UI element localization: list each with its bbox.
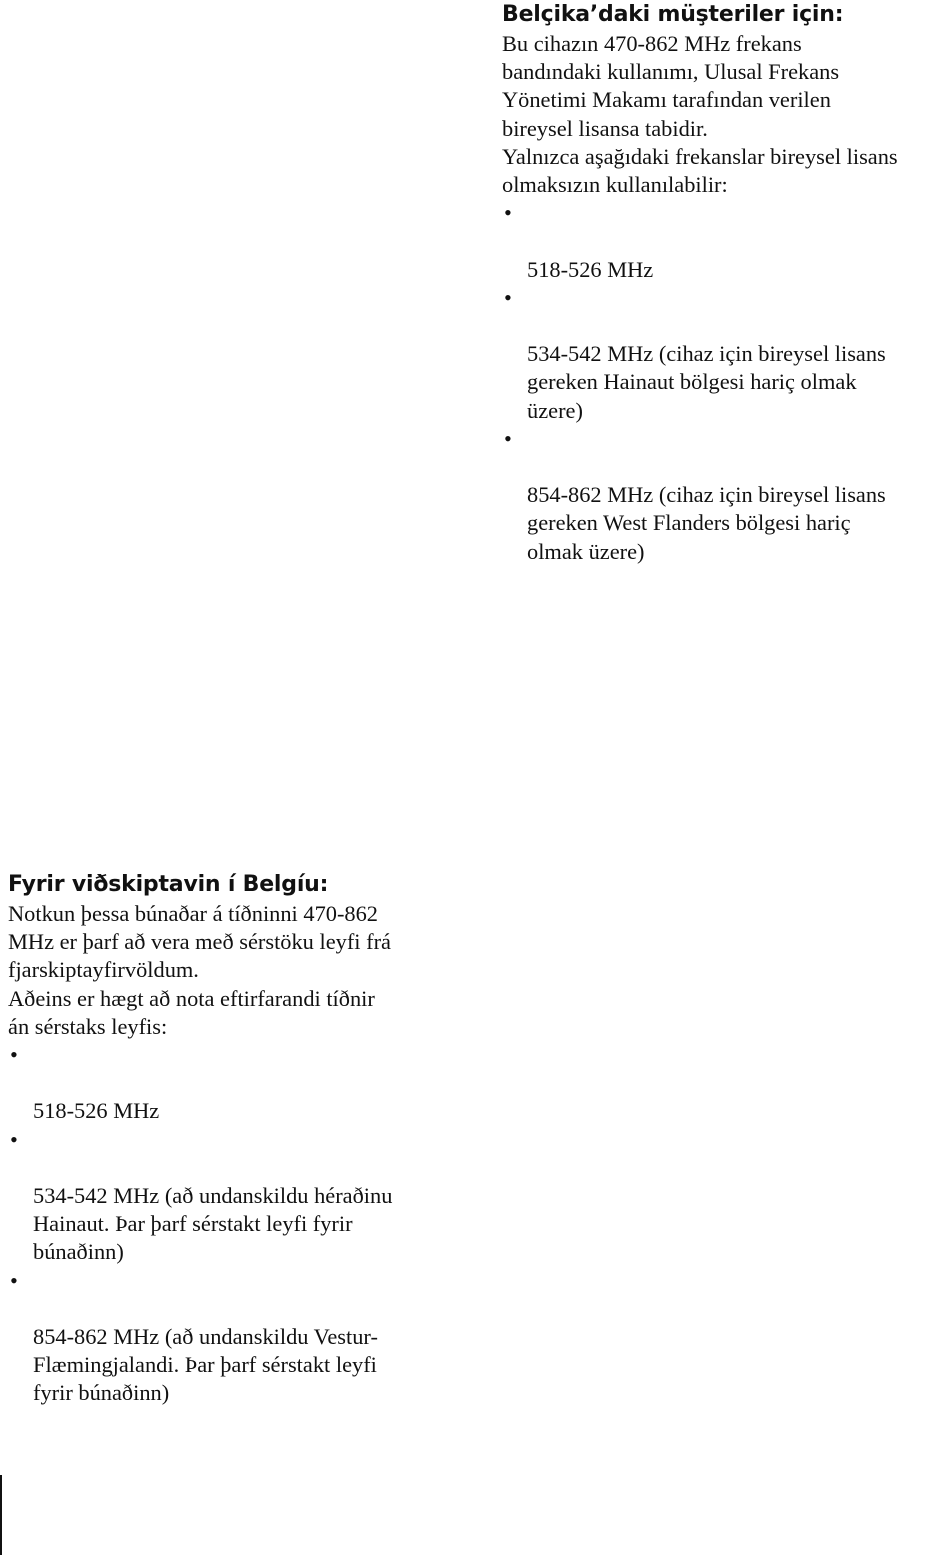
turkish-heading: Belçika’daki müşteriler için: [502,2,844,27]
icelandic-frequency-list [8,1041,448,1408]
list-item-text: 854-862 MHz (að undanskildu Vestur- Flæmingjalandi. Þar þarf sérstakt leyfi fyrir búnaðinn) [33,1324,378,1406]
list-item-text: 534-542 MHz (cihaz için bireysel lisans gereken Hainaut bölgesi hariç olmak üzere) [527,341,886,423]
turkish-belgium-notice [502,0,941,566]
icelandic-heading: Fyrir viðskiptavin í Belgíu: [8,872,329,897]
bullet-icon: • [504,425,512,451]
bullet-icon: • [504,284,512,310]
bullet-icon: • [10,1042,18,1068]
icelandic-paragraph-exempt: Aðeins er hægt að nota eftirfarandi tíðnir án sérstaks leyfis: [8,985,375,1039]
turkish-paragraph-exempt: Yalnızca aşağıdaki frekanslar bireysel lisans olmaksızın kullanılabilir: [502,143,898,198]
bullet-icon: • [10,1267,18,1293]
list-item [502,425,941,566]
list-item-text: 854-862 MHz (cihaz için bireysel lisans gereken West Flanders bölgesi hariç olmak üzere) [527,482,886,564]
bullet-icon: • [10,1126,18,1152]
list-item-text: 534-542 MHz (að undanskildu héraðinu Hainaut. Þar þarf sérstakt leyfi fyrir búnaðinn) [33,1183,393,1265]
page-edge-rule [0,1475,2,1555]
icelandic-paragraph-license: Notkun þessa búnaðar á tíðninni 470-862 MHz er þarf að vera með sérstöku leyfi frá fjarskiptayfirvöldum. [8,901,391,983]
bullet-icon: • [504,200,512,226]
turkish-paragraph-license: Bu cihazın 470-862 MHz frekans bandındaki kullanımı, Ulusal Frekans Yönetimi Makamı tarafından verilen bireysel lisansa tabidir. [502,31,840,141]
list-item [8,1267,448,1408]
list-item-text: 518-526 MHz [33,1098,160,1124]
turkish-frequency-list [502,199,941,566]
list-item [502,199,941,284]
list-item [8,1126,448,1267]
list-item [8,1041,448,1126]
list-item-text: 518-526 MHz [527,256,654,282]
icelandic-belgium-notice [8,870,448,1408]
list-item [502,284,941,425]
